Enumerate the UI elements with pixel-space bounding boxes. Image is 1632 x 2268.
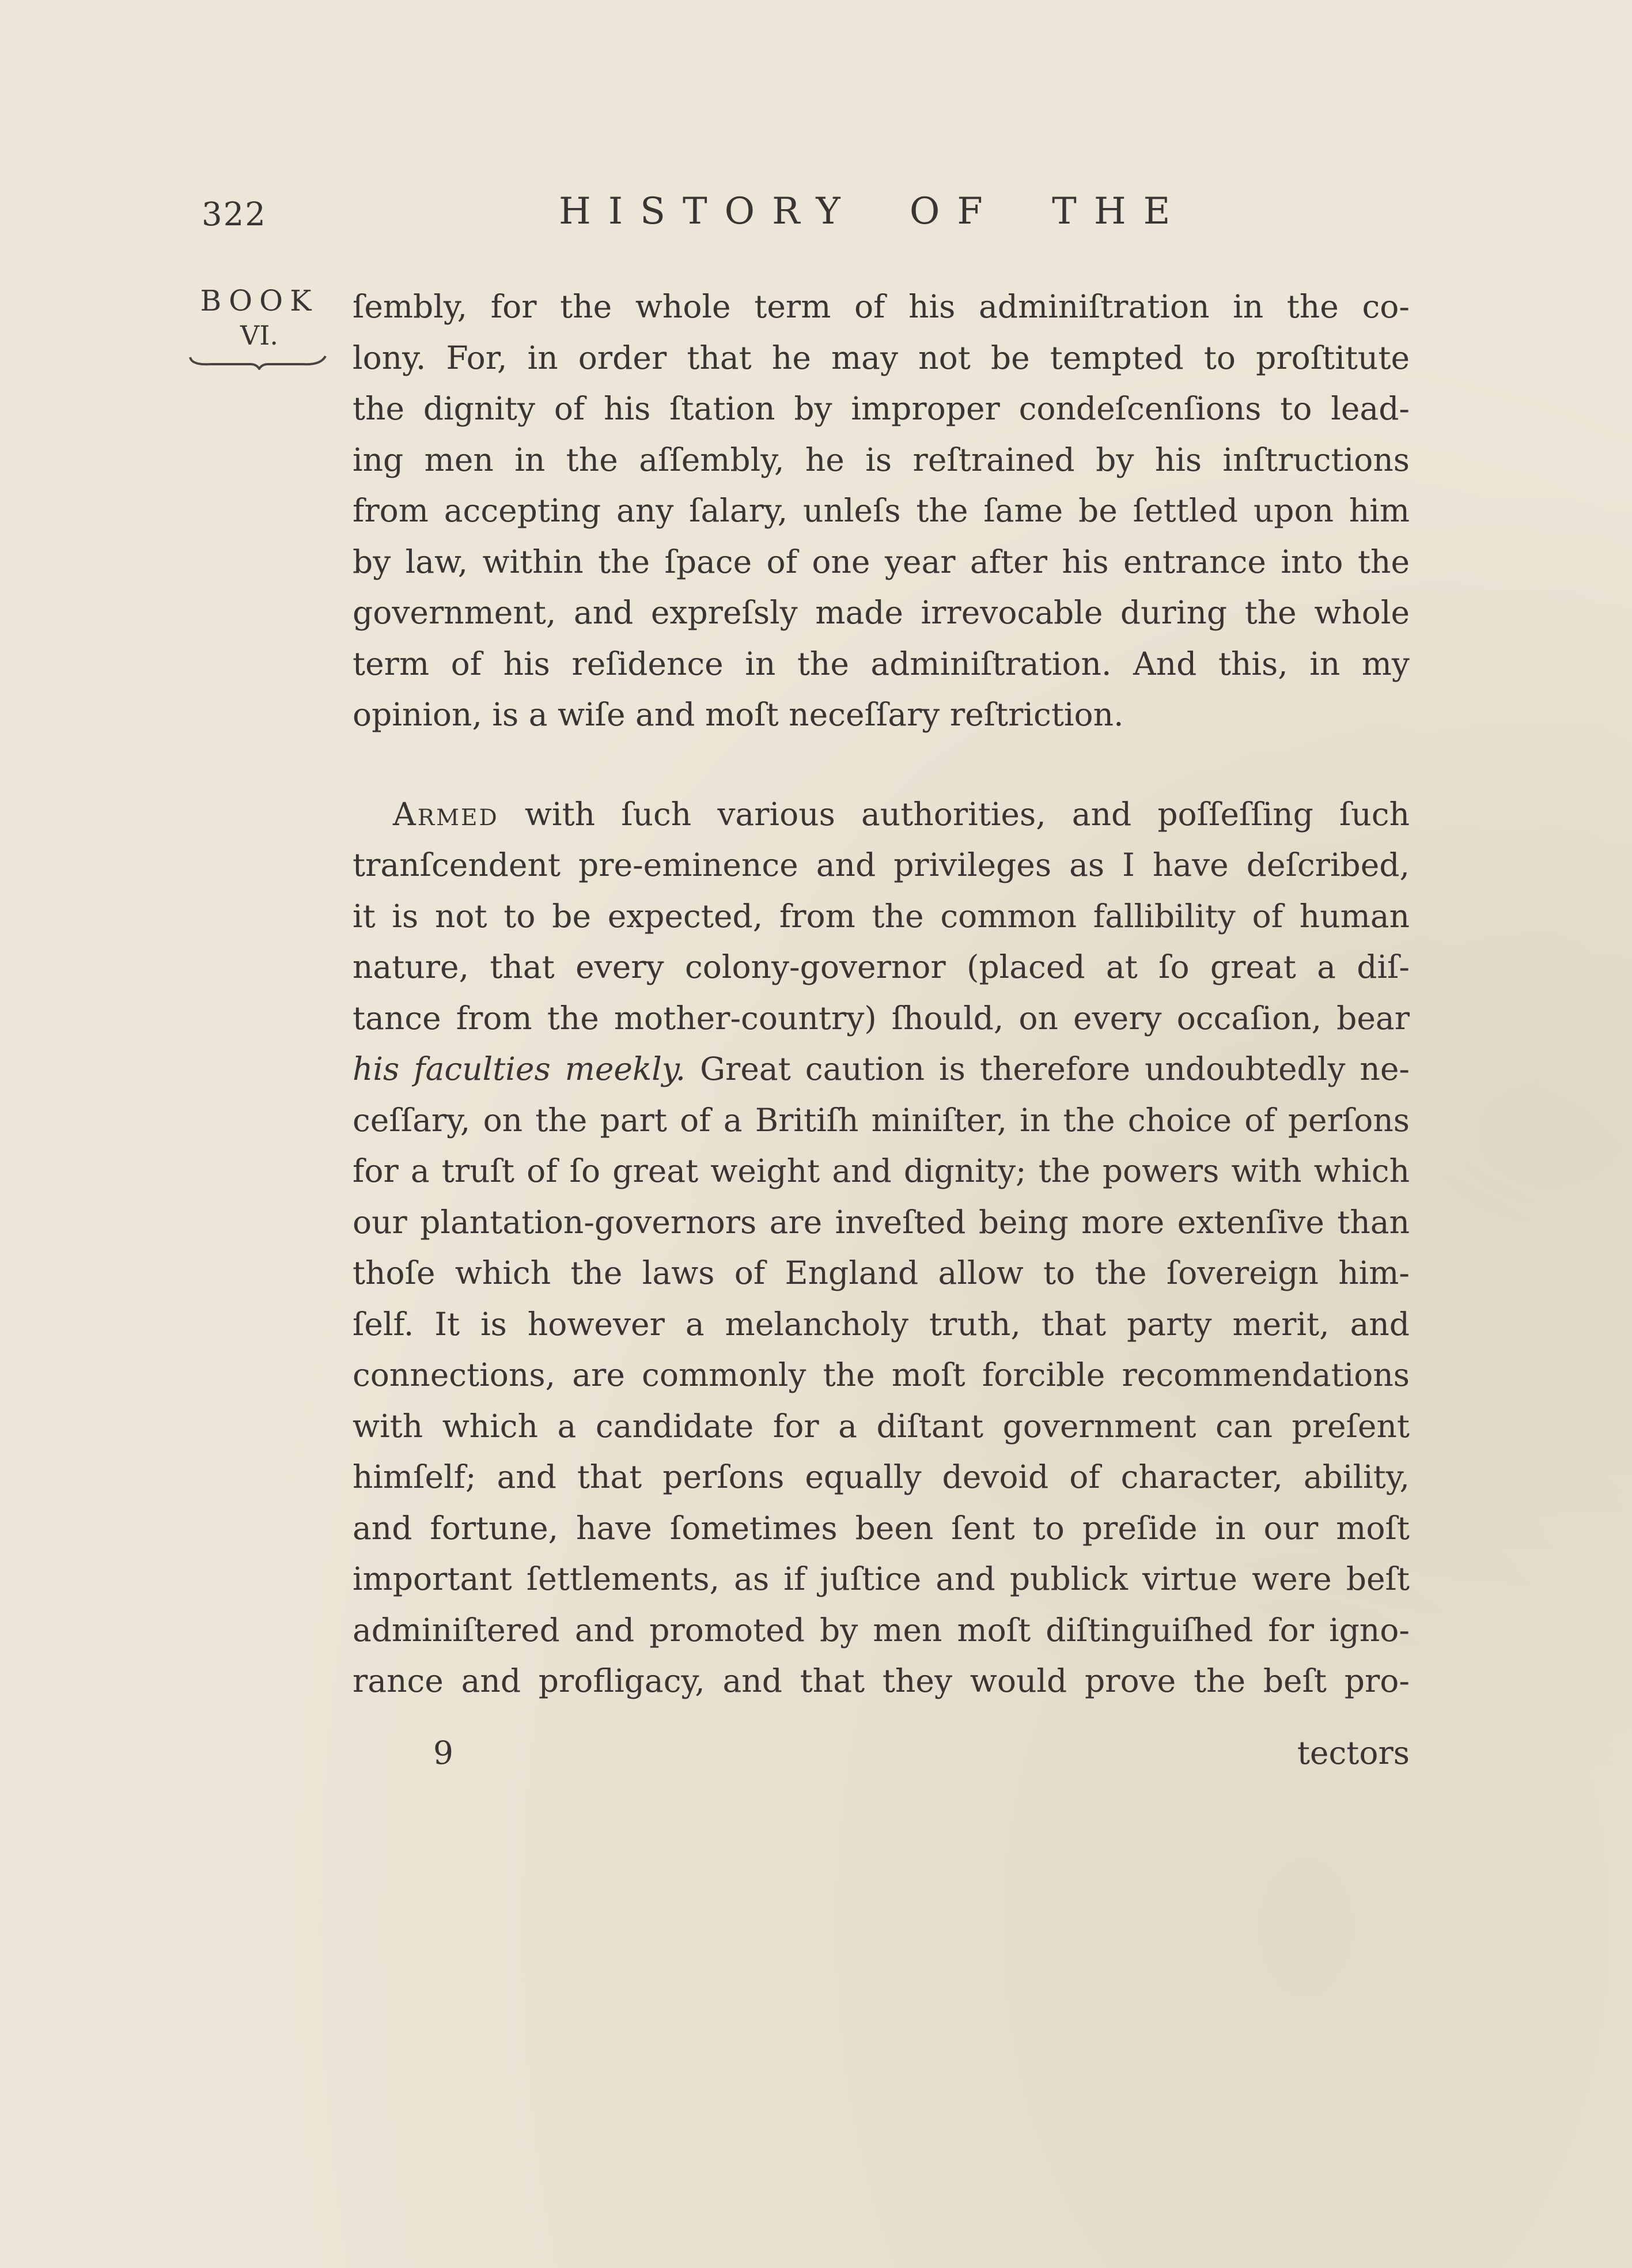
- text-line: for a truſt of ſo great weight and dignity; the powers with which: [353, 1152, 1410, 1189]
- text-line: our plantation-governors are inveſted being more extenſive than: [353, 1203, 1410, 1241]
- paragraph-1: [353, 281, 1410, 740]
- text-line: ſembly, for the whole term of his adminiſtration in the co-: [353, 288, 1410, 325]
- text-line: [353, 789, 1410, 840]
- text-line: by law, within the ſpace of one year after his entrance into the: [353, 543, 1410, 580]
- catchword: tectors: [1297, 1734, 1410, 1771]
- text-line: with which a candidate for a diſtant government can preſent: [353, 1407, 1410, 1445]
- paragraph-gap: [353, 740, 1410, 789]
- text-line: term of his reſidence in the adminiſtration. And this, in my: [353, 645, 1410, 682]
- paragraph-2: [353, 789, 1410, 1707]
- text-line: ceſſary, on the part of a Britiſh miniſter, in the choice of perſons: [353, 1101, 1410, 1139]
- text-line: lony. For, in order that he may not be tempted to proſtitute: [353, 339, 1410, 376]
- margin-note: [187, 284, 331, 370]
- text-line: [353, 1044, 1410, 1095]
- opening-word: Armed: [393, 795, 499, 833]
- italic-line-rest: Great caution is therefore undoubtedly ne-: [700, 1050, 1410, 1087]
- text-line: government, and expreſsly made irrevocable during the whole: [353, 594, 1410, 631]
- text-line: ſelf. It is however a melancholy truth, that party merit, and: [353, 1305, 1410, 1343]
- running-title: HISTORY OF THE: [559, 190, 1188, 233]
- text-line: from accepting any ſalary, unleſs the ſame be ſettled upon him: [353, 492, 1410, 529]
- text-line: the dignity of his ſtation by improper condeſcenſions to lead-: [353, 390, 1410, 427]
- margin-brace-ornament: [187, 353, 331, 370]
- running-head: [202, 190, 1406, 242]
- text-line: it is not to be expected, from the common fallibility of human: [353, 897, 1410, 935]
- signature-mark: 9: [433, 1734, 453, 1771]
- page-footer: [353, 1734, 1410, 1786]
- first-line-rest: with ſuch various authorities, and poſſeſſing ſuch: [524, 795, 1410, 833]
- text-line: rance and profligacy, and that they would prove the beſt pro-: [353, 1662, 1410, 1699]
- margin-book-label: BOOK: [200, 284, 319, 317]
- text-line: tranſcendent pre-eminence and privileges as I have deſcribed,: [353, 846, 1410, 883]
- italic-phrase: his faculties meekly.: [353, 1050, 686, 1087]
- text-line: opinion, is a wiſe and moſt neceſſary reſtriction.: [353, 696, 1124, 733]
- text-line: nature, that every colony-governor (placed at ſo great a diſ-: [353, 948, 1410, 985]
- page-number: 322: [202, 196, 267, 233]
- text-line: important ſettlements, as if juſtice and publick virtue were beſt: [353, 1560, 1410, 1597]
- text-line: and fortune, have ſometimes been ſent to preſide in our moſt: [353, 1509, 1410, 1547]
- text-block: [353, 281, 1410, 1707]
- text-line: himſelf; and that perſons equally devoid of character, ability,: [353, 1458, 1410, 1495]
- text-line: thoſe which the laws of England allow to the ſovereign him-: [353, 1254, 1410, 1291]
- text-line: tance from the mother-country) ſhould, on every occaſion, bear: [353, 999, 1410, 1037]
- text-line: connections, are commonly the moſt forcible recommendations: [353, 1356, 1410, 1393]
- text-line: ing men in the aſſembly, he is reſtrained by his inſtructions: [353, 441, 1410, 478]
- text-line: adminiſtered and promoted by men moſt diſtinguiſhed for igno-: [353, 1611, 1410, 1649]
- margin-volume-label: VI.: [240, 320, 278, 351]
